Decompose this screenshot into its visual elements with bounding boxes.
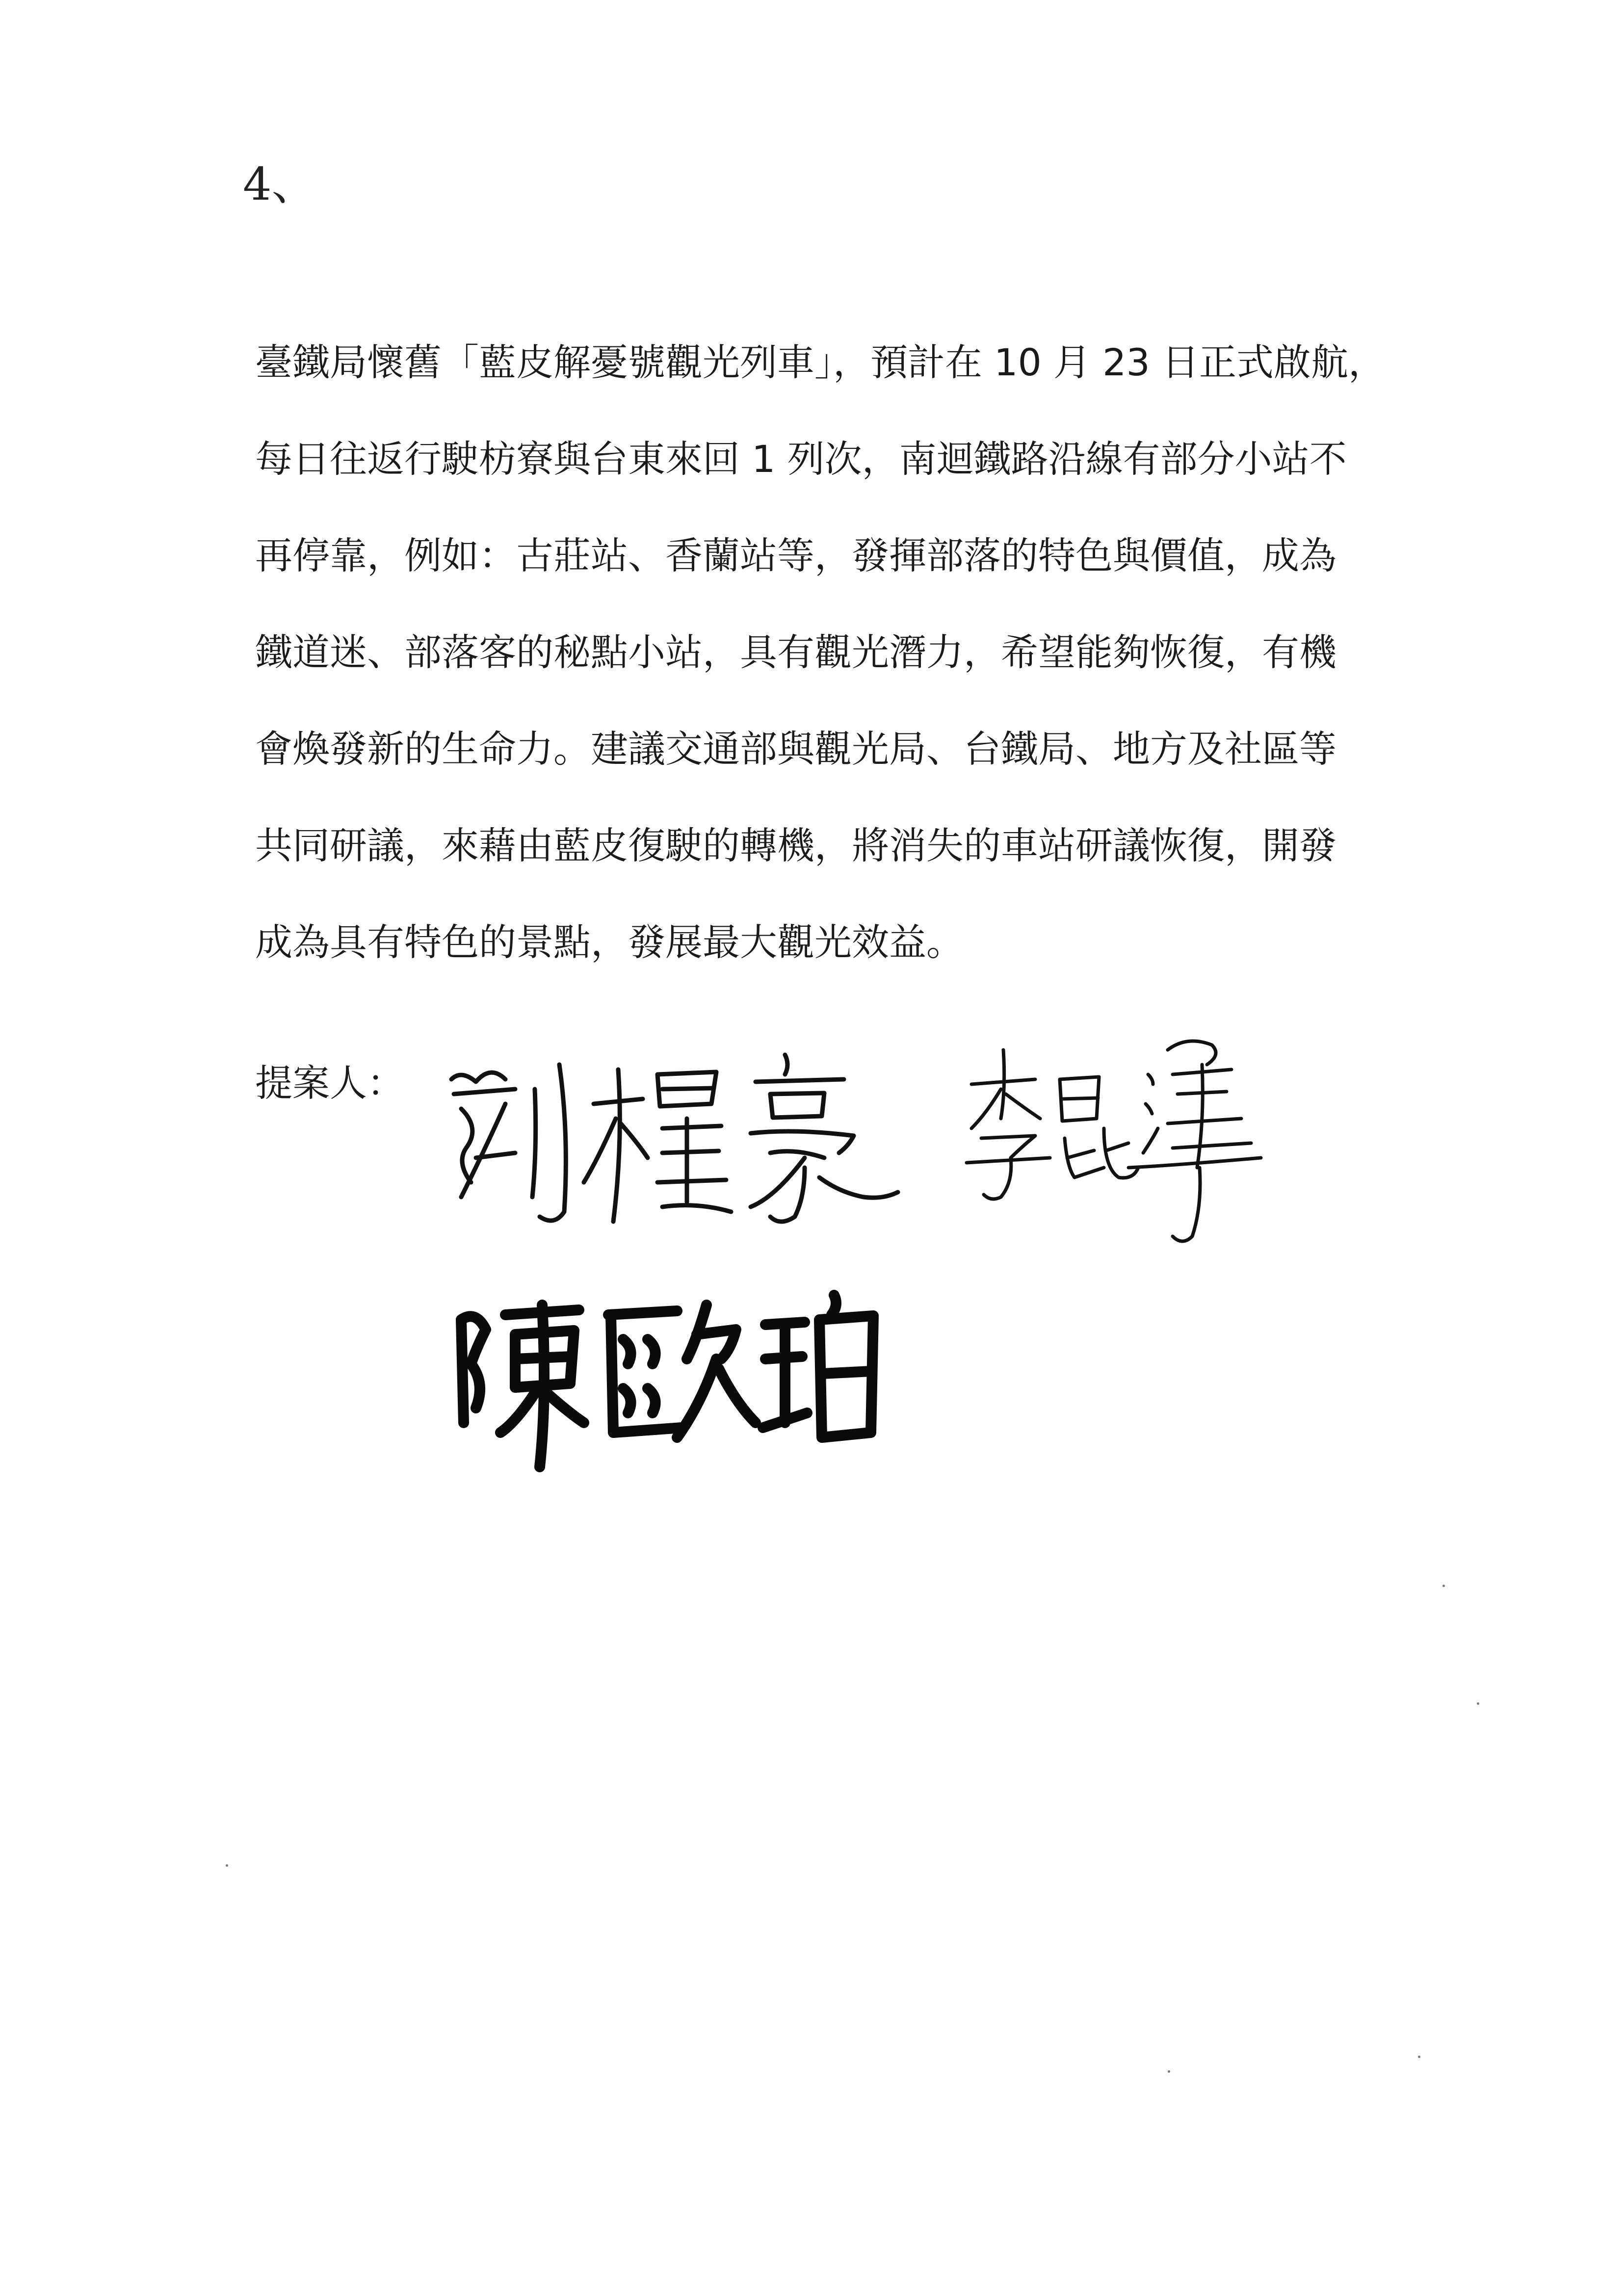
signature-liu [432,1035,922,1241]
body-line: 每日往返行駛枋寮與台東來回 1 列次，南迴鐵路沿線有部分小站不 [255,437,1347,481]
proposer-label: 提案人： [255,1061,404,1105]
body-line: 再停靠，例如：古莊站、香蘭站等，發揮部落的特色與價值，成為 [255,534,1336,577]
body-line: 共同研議，來藉由藍皮復駛的轉機，將消失的車站研議恢復，開發 [255,824,1336,867]
body-line: 鐵道迷、部落客的秘點小站，具有觀光潛力，希望能夠恢復，有機 [255,630,1336,674]
scan-speck [226,1864,228,1867]
body-line: 成為具有特色的景點，發展最大觀光效益。 [255,920,964,964]
proposal-body [255,314,1384,991]
body-line: 會煥發新的生命力。建議交通部與觀光局、台鐵局、地方及社區等 [255,727,1336,771]
scan-speck [1442,1585,1445,1587]
scan-speck [1418,2056,1420,2058]
scan-speck [1477,1702,1479,1705]
body-line: 臺鐵局懷舊「藍皮解憂號觀光列車」，預計在 10 月 23 日正式啟航， [255,340,1386,384]
signature-chen [442,1276,898,1482]
signature-li [957,1020,1271,1256]
item-number: 4、 [243,158,317,210]
scan-speck [1168,2070,1170,2073]
